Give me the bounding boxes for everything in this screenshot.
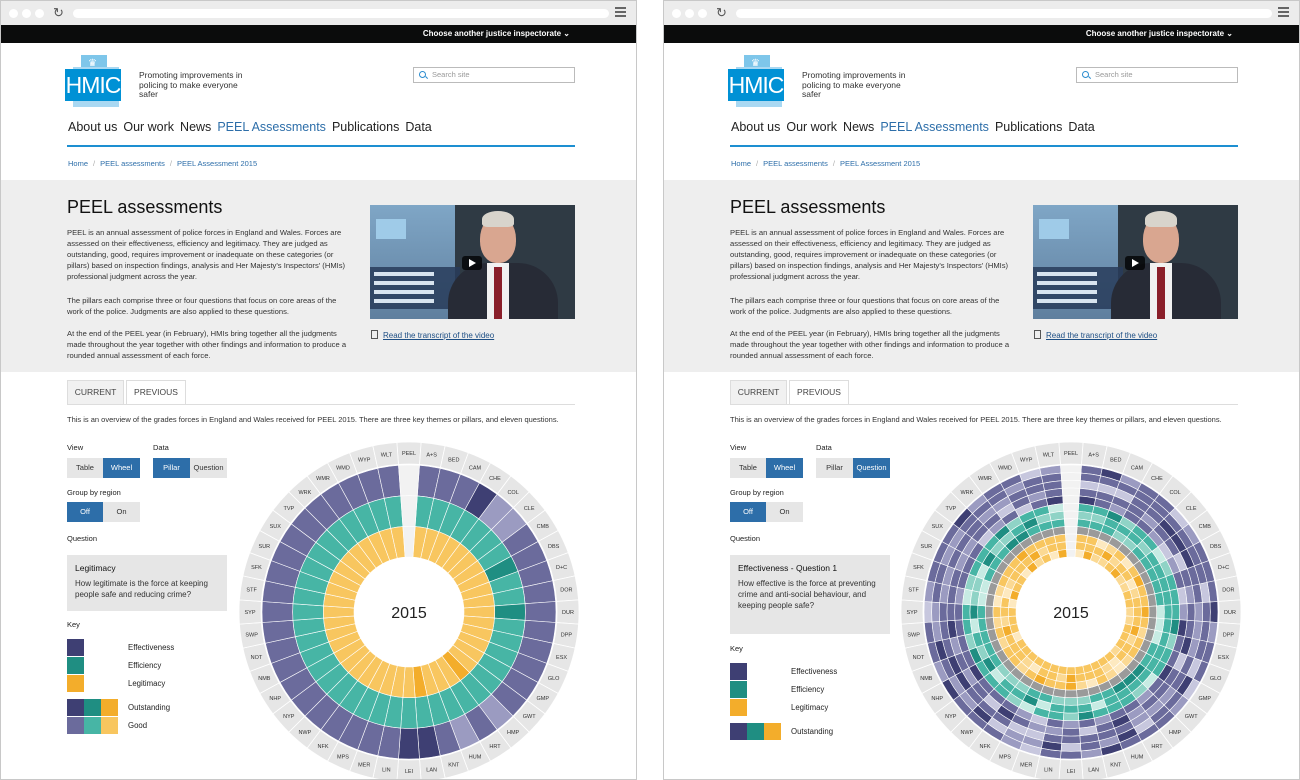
force-label: GLO (1209, 676, 1222, 683)
key-swatch-efficiency (730, 681, 747, 698)
reload-icon[interactable]: ↻ (716, 5, 727, 20)
force-label: PEEL (1063, 451, 1079, 457)
search-icon (419, 71, 426, 78)
question-box (730, 555, 890, 634)
force-label: COL (507, 489, 519, 496)
force-label: SUX (269, 524, 281, 531)
grade-cell[interactable] (978, 605, 986, 618)
force-label: SUR (258, 543, 271, 550)
peel-wedge-cell (399, 465, 420, 496)
key-swatch-efficiency (67, 657, 84, 674)
force-label: TVP (945, 505, 957, 512)
grade-cell[interactable] (1064, 705, 1078, 713)
intro-section (1, 180, 636, 372)
grade-cell[interactable] (1065, 682, 1076, 690)
tab-divider (67, 404, 575, 405)
grade-cell[interactable] (401, 697, 418, 728)
key-label-legitimacy: Legitimacy (128, 679, 166, 688)
question-label: Question (67, 534, 98, 543)
force-label: NYP (945, 714, 957, 721)
video-graphic (370, 205, 455, 319)
peel-wedge-cell (1063, 503, 1079, 511)
peel-wedge-cell (1062, 488, 1080, 496)
nav-item-news[interactable]: News (843, 120, 875, 134)
video-graphic (1033, 205, 1118, 319)
force-label: HMP (1169, 730, 1182, 737)
window-dot-icon[interactable] (672, 9, 681, 18)
peel-wedge-cell (1063, 496, 1080, 504)
logo-tagline: Promoting improvements in policing to make everyone safer (139, 70, 243, 99)
nav-divider (67, 145, 575, 147)
grade-cell[interactable] (1187, 603, 1195, 621)
force-label: WLT (380, 452, 392, 459)
grade-cell[interactable] (1202, 602, 1210, 622)
force-label: GMP (536, 695, 550, 702)
reload-icon[interactable]: ↻ (53, 5, 64, 20)
intro-section (664, 180, 1299, 372)
nav-item-publications[interactable]: Publications (331, 120, 400, 134)
nav-item-about-us[interactable]: About us (68, 120, 118, 134)
window-dot-icon[interactable] (685, 9, 694, 18)
breadcrumb-current[interactable]: PEEL Assessment 2015 (176, 159, 258, 168)
data-question-button[interactable]: Question (190, 458, 227, 478)
tab-current[interactable]: CURRENT (67, 380, 124, 405)
force-label: WMR (316, 476, 330, 483)
key-grade-swatch (764, 723, 781, 740)
menu-icon[interactable] (1278, 7, 1289, 17)
force-label: BED (448, 457, 460, 464)
crown-icon: ♛ (751, 58, 760, 69)
browser-window-right (663, 0, 1300, 780)
tab-divider (730, 404, 1238, 405)
grade-cell[interactable] (970, 605, 978, 619)
force-label: LIN (382, 767, 391, 774)
grade-cell[interactable] (494, 604, 525, 621)
peel-wedge-cell (401, 496, 418, 527)
grade-cell[interactable] (1067, 667, 1076, 675)
force-label: CMB (536, 524, 549, 531)
grade-cell[interactable] (1064, 697, 1077, 705)
video-player[interactable] (1033, 205, 1238, 319)
data-question-button[interactable]: Question (853, 458, 890, 478)
force-label: DUR (1224, 610, 1236, 616)
key-label: Key (67, 620, 80, 629)
breadcrumb-peel[interactable]: PEEL assessments (763, 159, 828, 168)
peel-wedge-cell (403, 526, 415, 557)
force-label: LAN (426, 767, 437, 774)
key-grade-swatch (67, 699, 84, 716)
peel-wedge-cell (1062, 480, 1081, 488)
key-grade-swatch (84, 699, 101, 716)
browser-chrome (664, 1, 1299, 25)
intro-paragraph: PEEL is an annual assessment of police forces in England and Wales. Forces are assessed on their effectiveness, efficiency and legitimacy. They are judged as outstanding, good, requires improvement or inadequate on these categories (or pillars) based on inspection findings, analysis and Her Majesty's Inspectors' (HMIs) professional judgment across the year. (67, 228, 346, 281)
grade-cell[interactable] (993, 606, 1001, 617)
force-label: SYP (906, 610, 918, 616)
overview-text: This is an overview of the grades forces in England and Wales received for PEEL 2015. There are three key themes or pillars, and eleven questions. (730, 415, 1222, 424)
force-label: GWT (522, 714, 536, 721)
transcript-link-text[interactable]: Read the transcript of the video (383, 331, 495, 340)
question-label: Question (730, 534, 761, 543)
group-on-button[interactable]: On (766, 502, 803, 522)
data-pillar-button[interactable]: Pillar (816, 458, 853, 478)
grade-cell[interactable] (1061, 743, 1081, 751)
breadcrumb-home[interactable]: Home (731, 159, 752, 168)
grade-cell[interactable] (1149, 606, 1157, 618)
grade-cell[interactable] (1001, 607, 1009, 617)
force-label: NMB (920, 676, 933, 683)
force-label: A+S (1088, 452, 1099, 459)
window-dot-icon[interactable] (35, 9, 44, 18)
force-label: SFK (913, 565, 924, 572)
main-nav (731, 120, 1101, 134)
force-label: NWP (298, 730, 312, 737)
grade-cell[interactable] (525, 602, 556, 623)
key-grade-swatch (84, 717, 101, 734)
crown-icon: ♛ (88, 58, 97, 69)
force-label: BED (1110, 457, 1122, 464)
force-label: NFK (317, 743, 329, 750)
inspectorate-bar[interactable] (664, 25, 1299, 43)
radial-chart[interactable] (901, 442, 1241, 780)
inspectorate-link[interactable]: Choose another justice inspectorate ⌄ (1085, 29, 1233, 38)
video-speaker-hair (482, 211, 514, 227)
intro-paragraph: At the end of the PEEL year (in February), HMIs bring together all the judgments made throughout the year together with other findings and information to produce a rounded annual assessment of each force. (67, 329, 347, 360)
force-label: NYP (283, 714, 295, 721)
force-label: DBS (547, 543, 560, 550)
grade-cell[interactable] (939, 603, 947, 622)
question-description: How effective is the force at preventing crime and anti-social behaviour, and keeping people safe? (738, 579, 876, 610)
search-input[interactable] (413, 67, 575, 83)
nav-item-data[interactable]: Data (1068, 120, 1095, 134)
force-label: GLO (547, 676, 560, 683)
force-label: DOR (1222, 587, 1235, 594)
nav-item-peel-assessments[interactable]: PEEL Assessments (217, 120, 326, 134)
video-player[interactable] (370, 205, 575, 319)
grade-cell[interactable] (293, 604, 324, 621)
force-label: PEEL (401, 451, 417, 457)
grade-cell[interactable] (1058, 549, 1067, 558)
address-bar[interactable] (73, 9, 609, 18)
force-label: NHP (269, 695, 282, 702)
view-wheel-button[interactable]: Wheel (103, 458, 140, 478)
force-label: WMD (336, 465, 350, 472)
force-label: NOT (250, 654, 263, 661)
grade-cell[interactable] (1063, 720, 1080, 728)
grade-cell[interactable] (1125, 599, 1134, 608)
peel-wedge-cell (1066, 542, 1076, 550)
grade-cell[interactable] (1210, 602, 1218, 623)
force-label: LIN (1044, 767, 1053, 774)
force-label: GMP (1198, 695, 1212, 702)
force-label: WRK (960, 489, 974, 496)
grade-cell[interactable] (262, 602, 293, 623)
video-speaker-hair (1145, 211, 1177, 227)
force-label: D+C (555, 565, 568, 572)
peel-wedge-cell (1064, 519, 1077, 527)
force-label: LEI (404, 769, 414, 775)
force-label: MPS (336, 754, 349, 761)
transcript-link[interactable] (371, 330, 494, 340)
force-label: NWP (960, 730, 974, 737)
group-on-button[interactable]: On (103, 502, 140, 522)
breadcrumb: Home / PEEL assessments / PEEL Assessment 2015 (731, 159, 921, 168)
grade-cell[interactable] (985, 606, 993, 618)
force-label: DBS (1209, 543, 1222, 550)
force-label: SWP (245, 632, 258, 639)
force-label: HMP (507, 730, 520, 737)
force-label: MER (358, 762, 371, 769)
data-pillar-button[interactable]: Pillar (153, 458, 190, 478)
nav-item-our-work[interactable]: Our work (123, 120, 175, 134)
key-grade-swatch (67, 717, 84, 734)
force-label: HUM (468, 754, 482, 761)
force-label: WMD (998, 465, 1012, 472)
grade-cell[interactable] (1141, 606, 1149, 617)
browser-chrome (1, 1, 636, 25)
view-label: View (67, 443, 84, 452)
force-label: CMB (1198, 524, 1211, 531)
force-label: KNT (448, 762, 460, 769)
force-label: NHP (931, 695, 944, 702)
force-label: ESX (556, 654, 568, 661)
grade-cell[interactable] (1062, 728, 1080, 736)
document-icon (1034, 330, 1041, 339)
play-icon[interactable] (1125, 256, 1145, 270)
question-title: Legitimacy (75, 563, 116, 573)
overview-text: This is an overview of the grades forces in England and Wales received for PEEL 2015. There are three key themes or pillars, and eleven questions. (67, 415, 559, 424)
intro-paragraph: The pillars each comprise three or four questions that focus on core areas of the work of the police. Judgments are also applied to these questions. (730, 296, 1000, 316)
grade-cell[interactable] (399, 728, 420, 759)
intro-paragraph: At the end of the PEEL year (in February), HMIs bring together all the judgments made throughout the year together with other findings and information to produce a rounded annual assessment of each force. (730, 329, 1010, 360)
key-grade-label: Outstanding (791, 727, 834, 736)
force-label: KNT (1110, 762, 1122, 769)
grade-cell[interactable] (962, 604, 970, 620)
peel-wedge-cell (1064, 511, 1078, 519)
force-label: LEI (1066, 769, 1076, 775)
key-grade-swatch (730, 723, 747, 740)
question-title: Effectiveness - Question 1 (738, 563, 838, 573)
address-bar[interactable] (736, 9, 1272, 18)
force-label: SWP (907, 632, 920, 639)
force-label: SYP (244, 610, 256, 616)
transcript-link-text[interactable]: Read the transcript of the video (1046, 331, 1158, 340)
view-table-button[interactable]: Table (67, 458, 103, 478)
nav-item-about-us[interactable]: About us (731, 120, 781, 134)
key-grade-label: Outstanding (128, 703, 171, 712)
logo-wordmark: HMIC (728, 69, 784, 101)
grade-cell[interactable] (1061, 751, 1082, 759)
force-label: CAM (468, 465, 482, 472)
question-description: How legitimate is the force at keeping people safe and reducing crime? (75, 579, 208, 599)
key-label-efficiency: Efficiency (791, 685, 825, 694)
peel-wedge-cell (1061, 465, 1082, 473)
tab-previous[interactable]: PREVIOUS (789, 380, 849, 405)
grade-cell[interactable] (924, 602, 932, 623)
nav-item-our-work[interactable]: Our work (786, 120, 838, 134)
center-year-label: 2015 (1053, 605, 1089, 622)
force-label: DPP (1222, 632, 1235, 639)
search-input[interactable] (1076, 67, 1238, 83)
key-grade-swatch (101, 717, 118, 734)
nav-item-data[interactable]: Data (405, 120, 432, 134)
search-icon (1082, 71, 1089, 78)
force-label: COL (1169, 489, 1181, 496)
force-label: WMR (978, 476, 992, 483)
force-label: WLT (1042, 452, 1054, 459)
key-label-effectiveness: Effectiveness (791, 667, 838, 676)
grade-cell[interactable] (947, 603, 955, 621)
key-label-effectiveness: Effectiveness (128, 643, 175, 652)
force-label: NFK (979, 743, 991, 750)
data-label: Data (153, 443, 169, 452)
key-swatch-legitimacy (730, 699, 747, 716)
force-label: D+C (1217, 565, 1230, 572)
nav-divider (730, 145, 1238, 147)
force-label: NOT (912, 654, 925, 661)
key-label-efficiency: Efficiency (128, 661, 162, 670)
grade-cell[interactable] (932, 602, 940, 622)
grade-cell[interactable] (1164, 605, 1172, 619)
force-label: DUR (562, 610, 574, 616)
inspectorate-link[interactable]: Choose another justice inspectorate ⌄ (422, 29, 570, 38)
force-label: CLE (523, 505, 535, 512)
grade-cell[interactable] (955, 604, 963, 621)
force-label: SUR (920, 543, 933, 550)
force-label: WYP (357, 457, 371, 464)
grade-cell[interactable] (1156, 605, 1164, 618)
force-label: STF (908, 587, 919, 594)
force-label: DPP (560, 632, 573, 639)
nav-item-news[interactable]: News (180, 120, 212, 134)
force-label: TVP (283, 505, 295, 512)
question-box (67, 555, 227, 611)
force-label: A+S (426, 452, 437, 459)
radial-chart[interactable] (239, 442, 579, 780)
transcript-link[interactable] (1034, 330, 1157, 340)
document-icon (371, 330, 378, 339)
force-label: CHE (489, 476, 501, 483)
key-swatch-legitimacy (67, 675, 84, 692)
intro-paragraph: PEEL is an annual assessment of police forces in England and Wales. Forces are assessed on their effectiveness, efficiency and legitimacy. They are judged as outstanding, good, requires improvement or inadequate on these categories (or pillars) based on inspection findings, analysis and Her Majesty's Inspectors' (HMIs) professional judgment across the year. (730, 228, 1009, 281)
force-label: MPS (998, 754, 1011, 761)
grade-cell[interactable] (1179, 604, 1187, 621)
breadcrumb-home[interactable]: Home (68, 159, 89, 168)
force-label: ESX (1218, 654, 1230, 661)
peel-wedge-cell (1061, 473, 1081, 481)
force-label: HRT (1151, 743, 1163, 750)
grade-cell[interactable] (1172, 604, 1180, 620)
breadcrumb: Home / PEEL assessments / PEEL Assessment 2015 (68, 159, 258, 168)
group-label: Group by region (730, 488, 784, 497)
force-label: CLE (1185, 505, 1197, 512)
view-wheel-button[interactable]: Wheel (766, 458, 803, 478)
peel-wedge-cell (1065, 526, 1077, 534)
grade-cell[interactable] (1008, 608, 1016, 617)
inspectorate-bar[interactable] (1, 25, 636, 43)
grade-cell[interactable] (1195, 603, 1203, 622)
logo-tagline: Promoting improvements in policing to make everyone safer (802, 70, 906, 99)
search-placeholder: Search site (1095, 70, 1133, 79)
menu-icon[interactable] (615, 7, 626, 17)
key-swatch-effectiveness (730, 663, 747, 680)
window-dot-icon[interactable] (698, 9, 707, 18)
view-table-button[interactable]: Table (730, 458, 766, 478)
force-label: WYP (1019, 457, 1033, 464)
key-swatch-effectiveness (67, 639, 84, 656)
grade-cell[interactable] (1008, 616, 1017, 625)
key-grade-swatch (101, 699, 118, 716)
force-label: LAN (1088, 767, 1099, 774)
video-speaker-tie (494, 267, 502, 319)
breadcrumb-current[interactable]: PEEL Assessment 2015 (839, 159, 921, 168)
force-label: SUX (931, 524, 943, 531)
grade-cell[interactable] (1066, 675, 1076, 683)
force-label: SFK (251, 565, 262, 572)
page-title: PEEL assessments (67, 197, 223, 217)
grade-cell[interactable] (1075, 666, 1084, 675)
peel-wedge-cell (1067, 549, 1076, 557)
grade-cell[interactable] (1062, 736, 1081, 744)
nav-item-peel-assessments[interactable]: PEEL Assessments (880, 120, 989, 134)
hmic-logo[interactable] (65, 55, 129, 107)
window-dot-icon[interactable] (9, 9, 18, 18)
force-label: NMB (258, 676, 271, 683)
page-title: PEEL assessments (730, 197, 886, 217)
tab-current[interactable]: CURRENT (730, 380, 787, 405)
view-label: View (730, 443, 747, 452)
intro-paragraph: The pillars each comprise three or four questions that focus on core areas of the work of the police. Judgments are also applied to these questions. (67, 296, 337, 316)
force-label: DOR (560, 587, 573, 594)
force-label: HUM (1130, 754, 1144, 761)
group-off-button[interactable]: Off (730, 502, 766, 522)
force-label: HRT (489, 743, 501, 750)
play-icon[interactable] (462, 256, 482, 270)
grade-cell[interactable] (1063, 713, 1079, 721)
grade-cell[interactable] (1126, 608, 1134, 617)
group-off-button[interactable]: Off (67, 502, 103, 522)
key-grade-label: Good (128, 721, 148, 730)
breadcrumb-peel[interactable]: PEEL assessments (100, 159, 165, 168)
nav-item-publications[interactable]: Publications (994, 120, 1063, 134)
group-label: Group by region (67, 488, 121, 497)
search-placeholder: Search site (432, 70, 470, 79)
peel-wedge-cell (1065, 534, 1076, 542)
grade-cell[interactable] (1065, 690, 1077, 698)
force-label: CAM (1130, 465, 1144, 472)
key-grade-swatch (747, 723, 764, 740)
grade-cell[interactable] (1134, 607, 1142, 617)
browser-window-left (0, 0, 637, 780)
main-nav (68, 120, 438, 134)
window-dot-icon[interactable] (22, 9, 31, 18)
force-label: WRK (298, 489, 312, 496)
force-label: MER (1020, 762, 1033, 769)
key-label: Key (730, 644, 743, 653)
data-label: Data (816, 443, 832, 452)
logo-wordmark: HMIC (65, 69, 121, 101)
force-label: STF (246, 587, 257, 594)
hmic-logo[interactable] (728, 55, 792, 107)
tab-previous[interactable]: PREVIOUS (126, 380, 186, 405)
force-label: GWT (1184, 714, 1198, 721)
video-speaker-tie (1157, 267, 1165, 319)
key-label-legitimacy: Legitimacy (791, 703, 829, 712)
force-label: CHE (1151, 476, 1163, 483)
center-year-label: 2015 (391, 605, 427, 622)
